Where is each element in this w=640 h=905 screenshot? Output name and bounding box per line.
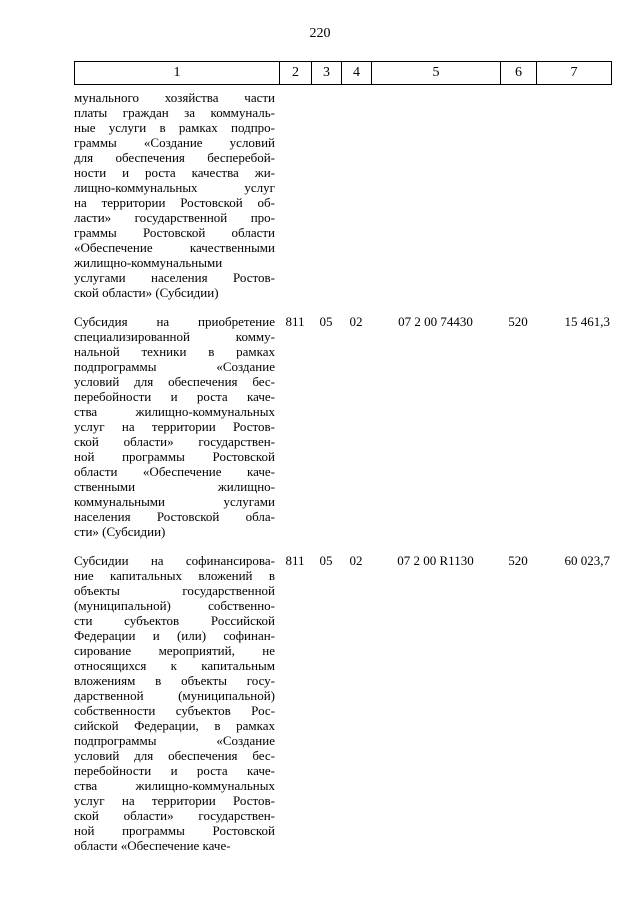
cell-amount: 15 461,3	[564, 314, 610, 329]
description-line: жилищно-коммунальными	[74, 255, 223, 270]
description-line: сийской Федерации, в рамках	[74, 718, 275, 733]
description-line: ние капитальных вложений в	[74, 568, 275, 583]
description-line: лищно-коммунальных услуг	[74, 180, 275, 195]
description-line: сти» (Субсидии)	[74, 524, 166, 539]
cell-code-ministry: 811	[285, 553, 305, 568]
page-number: 220	[309, 26, 331, 41]
description-line: Субсидии на софинансирова-	[74, 553, 275, 568]
cell-code-section: 05	[319, 314, 333, 329]
cell-code-ministry: 811	[285, 314, 305, 329]
description-line: Субсидия на приобретение	[74, 314, 275, 329]
description-line: условий для обеспечения бес-	[74, 374, 275, 389]
cell-amount	[536, 90, 612, 300]
row-gap	[74, 539, 612, 553]
cell-code-section	[311, 90, 341, 300]
description-line: ской области» государствен-	[74, 808, 275, 823]
description-line: на территории Ростовской об-	[74, 195, 275, 210]
description-line: подпрограммы «Создание	[74, 733, 275, 748]
description-line: вложениям в объекты госу-	[74, 673, 275, 688]
description-line: ной программы Ростовской	[74, 449, 275, 464]
description-line: населения Ростовской обла-	[74, 509, 275, 524]
description-line: мунального хозяйства части	[74, 90, 275, 105]
column-header-7: 7	[536, 62, 612, 84]
description-line: подпрограммы «Создание	[74, 359, 275, 374]
row-gap	[74, 300, 612, 314]
column-header-5: 5	[371, 62, 500, 84]
description-line: «Обеспечение качественными	[74, 240, 275, 255]
description-line: граммы Ростовской области	[74, 225, 275, 240]
description-line: дарственной (муниципальной)	[74, 688, 275, 703]
column-header-3: 3	[311, 62, 341, 84]
description-line: области «Обеспечение каче-	[74, 838, 231, 853]
cell-code-target	[371, 90, 500, 300]
description-line: ной программы Ростовской	[74, 823, 275, 838]
description-line: коммунальными услугами	[74, 494, 275, 509]
table-row	[74, 90, 612, 300]
row-description	[74, 553, 279, 853]
column-header-6: 6	[500, 62, 536, 84]
description-line: нальной техники в рамках	[74, 344, 275, 359]
description-line: ской области» (Субсидии)	[74, 285, 219, 300]
cell-amount: 60 023,7	[564, 553, 610, 568]
cell-code-expense-type: 520	[508, 314, 528, 329]
description-line: перебойности и роста каче-	[74, 763, 275, 778]
description-line: сирование мероприятий, не	[74, 643, 275, 658]
description-line: услугами населения Ростов-	[74, 270, 275, 285]
description-line: объекты государственной	[74, 583, 275, 598]
description-line: ласти» государственной про-	[74, 210, 275, 225]
table-row	[74, 314, 612, 539]
description-line: ности и роста качества жи-	[74, 165, 275, 180]
description-line: области «Обеспечение каче-	[74, 464, 275, 479]
cell-code-section: 05	[319, 553, 333, 568]
description-line: ской области» государствен-	[74, 434, 275, 449]
description-line: ственными жилищно-	[74, 479, 275, 494]
cell-code-subsection: 02	[349, 553, 363, 568]
cell-code-expense-type: 520	[508, 553, 528, 568]
description-line: собственности субъектов Рос-	[74, 703, 275, 718]
column-header-4: 4	[341, 62, 371, 84]
column-header-2: 2	[279, 62, 311, 84]
cell-code-target: 07 2 00 R1130	[397, 553, 474, 568]
description-line: Федерации и (или) софинан-	[74, 628, 275, 643]
description-line: услуг на территории Ростов-	[74, 793, 275, 808]
row-description	[74, 314, 279, 539]
description-line: (муниципальной) собственно-	[74, 598, 275, 613]
description-line: сти субъектов Российской	[74, 613, 275, 628]
table-body	[74, 90, 612, 853]
description-line: условий для обеспечения бес-	[74, 748, 275, 763]
cell-code-subsection: 02	[349, 314, 363, 329]
table-row	[74, 553, 612, 853]
description-line: ные услуги в рамках подпро-	[74, 120, 275, 135]
description-line: платы граждан за коммуналь-	[74, 105, 275, 120]
description-line: относящихся к капитальным	[74, 658, 275, 673]
description-line: специализированной комму-	[74, 329, 275, 344]
description-line: перебойности и роста каче-	[74, 389, 275, 404]
row-description	[74, 90, 279, 300]
description-line: ства жилищно-коммунальных	[74, 404, 275, 419]
description-line: услуг на территории Ростов-	[74, 419, 275, 434]
cell-code-ministry	[279, 90, 311, 300]
description-line: для обеспечения бесперебой-	[74, 150, 275, 165]
table-header	[74, 61, 612, 85]
cell-code-expense-type	[500, 90, 536, 300]
cell-code-subsection	[341, 90, 371, 300]
description-line: граммы «Создание условий	[74, 135, 275, 150]
cell-code-target: 07 2 00 74430	[398, 314, 473, 329]
description-line: ства жилищно-коммунальных	[74, 778, 275, 793]
column-header-1: 1	[74, 62, 279, 84]
